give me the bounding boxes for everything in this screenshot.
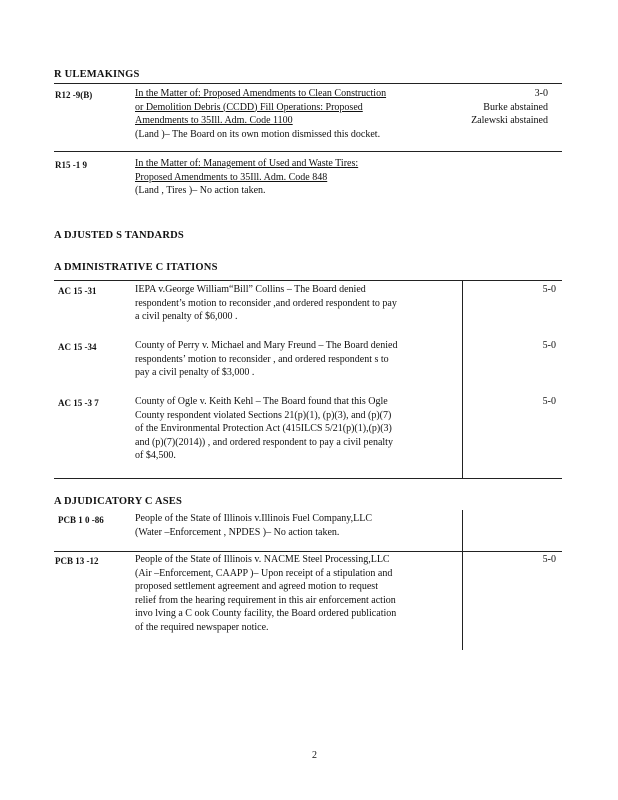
r12-abstain-zalewski: Zalewski abstained (471, 115, 548, 126)
administrative-vote-column-line (462, 280, 463, 478)
pcb1086-line-2: (Water –Enforcement , NPDES )– No action taken. (135, 526, 340, 538)
r12-line-2: or Demolition Debris (CCDD) Fill Operations: Proposed (135, 101, 363, 113)
ac1537-line-2: County respondent violated Sections 21(p)(1), (p)(3), and (p)(7) (135, 409, 392, 421)
rulemakings-divider (54, 151, 562, 152)
page-number: 2 (312, 750, 317, 761)
pcb1086-line-1: People of the State of Illinois v.Illinois Fuel Company,LLC (135, 513, 373, 524)
adjusted-standards-heading: A DJUSTED S TANDARDS (54, 230, 184, 241)
ac1534-vote: 5-0 (542, 340, 556, 351)
pcb1312-line-4: relief from the hearing requirement in this air enforcement action (135, 594, 396, 606)
ac1537-line-1: County of Ogle v. Keith Kehl – The Board found that this Ogle (135, 396, 388, 407)
r12-line-1: In the Matter of: Proposed Amendments to Clean Construction (135, 88, 387, 99)
docket-ac-15-34: AC 15 -34 (58, 342, 97, 352)
r12-line-4: (Land )– The Board on its own motion dismissed this docket. (135, 128, 381, 140)
adjudicatory-vote-column-line (462, 510, 463, 650)
ac1531-line-1: IEPA v.George William“Bill” Collins – The Board denied (135, 284, 366, 295)
docket-r15-19: R15 -1 9 (55, 160, 87, 170)
r12-line-3: Amendments to 35Ill. Adm. Code 1100 (135, 115, 293, 126)
pcb1312-vote: 5-0 (542, 554, 556, 565)
docket-r12-9b: R12 -9(B) (55, 90, 93, 100)
ac1531-line-3: a civil penalty of $6,000 . (135, 311, 238, 322)
r12-vote: 3-0 (534, 88, 548, 99)
ac1534-line-1: County of Perry v. Michael and Mary Freund – The Board denied (135, 340, 398, 351)
rulemakings-heading: R ULEMAKINGS (54, 69, 140, 80)
ac1531-vote: 5-0 (542, 284, 556, 295)
docket-ac-15-37: AC 15 -3 7 (58, 398, 99, 408)
docket-ac-15-31: AC 15 -31 (58, 286, 97, 296)
administrative-citations-heading: A DMINISTRATIVE C ITATIONS (54, 262, 218, 273)
r12-abstain-burke: Burke abstained (483, 101, 548, 113)
docket-pcb-13-12: PCB 13 -12 (55, 556, 99, 566)
ac1537-vote: 5-0 (542, 396, 556, 407)
r15-line-1: In the Matter of: Management of Used and Waste Tires: (135, 158, 359, 169)
ac1537-line-5: of $4,500. (135, 450, 176, 461)
pcb1312-line-1: People of the State of Illinois v. NACME Steel Processing,LLC (135, 554, 390, 565)
pcb1312-line-2: (Air –Enforcement, CAAPP )– Upon receipt of a stipulation and (135, 567, 393, 579)
ac1534-line-2: respondents’ motion to reconsider , and ordered respondent s to (135, 353, 389, 365)
rulemakings-rule (54, 83, 562, 84)
adjudicatory-divider (54, 551, 562, 552)
ac1534-line-3: pay a civil penalty of $3,000 . (135, 367, 255, 378)
docket-pcb-10-86: PCB 1 0 -86 (58, 515, 104, 525)
ac1531-line-2: respondent’s motion to reconsider ,and ordered respondent to pay (135, 297, 397, 309)
ac1537-line-3: of the Environmental Protection Act (415ILCS 5/21(p)(1),(p)(3) (135, 423, 392, 434)
ac1537-line-4: and (p)(7)(2014)) , and ordered respondent to pay a civil penalty (135, 436, 393, 448)
pcb1312-line-5: invo lving a C ook County facility, the Board ordered publication (135, 608, 397, 619)
r15-line-3: (Land , Tires )– No action taken. (135, 185, 266, 196)
adjudicatory-cases-heading: A DJUDICATORY C ASES (54, 496, 183, 507)
administrative-bottom-rule (54, 478, 562, 479)
pcb1312-line-6: of the required newspaper notice. (135, 621, 269, 633)
administrative-rule (54, 280, 562, 281)
r15-line-2: Proposed Amendments to 35Ill. Adm. Code 848 (135, 171, 328, 183)
pcb1312-line-3: proposed settlement agreement and agreed motion to request (135, 581, 378, 592)
